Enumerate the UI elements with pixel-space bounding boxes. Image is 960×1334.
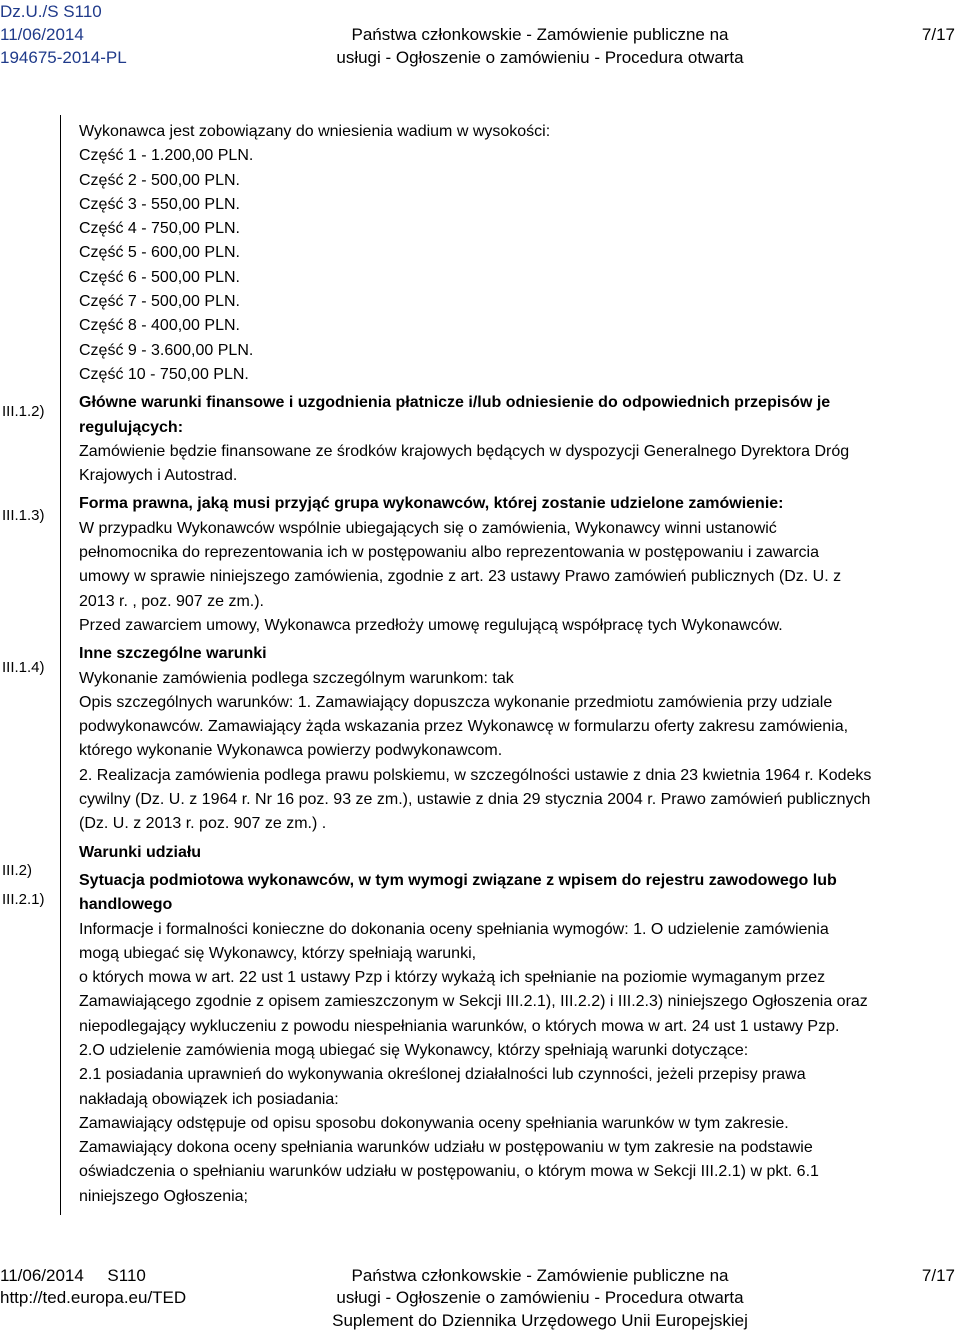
special-conditions-text: cywilny (Dz. U. z 1964 r. Nr 16 poz. 93 ze zm.), ustawie z dnia 29 stycznia 2004 r. Prawo zamówień publicznych [79,791,871,809]
personal-situation-text: niepodlegający wykluczeniu z powodu niespełniania warunków, o których mowa w art. 24 ust 1 ustawy Pzp. [79,1017,840,1035]
financial-terms-text: Zamówienie będzie finansowane ze środków krajowych będących w dyspozycji Generalnego Dyrektora Dróg [79,442,850,460]
personal-situation-text: niniejszego Ogłoszenia; [79,1187,248,1205]
wadium-list [79,144,944,387]
personal-situation-text: mogą ubiegać się Wykonawcy, którzy spełniają warunki, [79,944,477,962]
legal-form-text: Przed zawarciem umowy, Wykonawca przedłoży umowę regulującą współpracę tych Wykonawców. [79,616,783,634]
special-conditions-text: 2. Realizacja zamówienia podlega prawu polskiemu, w szczególności ustawie z dnia 23 kwietnia 1964 r. Kodeks [79,766,872,784]
notice-body [79,120,944,1209]
list-item: Część 8 - 400,00 PLN. [79,317,240,335]
personal-situation-text: Zamawiający dokona oceny spełniania warunków udziału w postępowaniu w tym zakresie na podstawie [79,1139,813,1157]
personal-situation-text: nakładają obowiązek ich posiadania: [79,1090,339,1108]
list-item: Część 3 - 550,00 PLN. [79,195,240,213]
list-item: Część 6 - 500,00 PLN. [79,268,240,286]
list-item: Część 7 - 500,00 PLN. [79,293,240,311]
personal-situation-heading: Sytuacja podmiotowa wykonawców, w tym wymogi związane z wpisem do rejestru zawodowego lub [79,871,837,889]
legal-form-text: umowy w sprawie niniejszego zamówienia, zgodnie z art. 23 ustawy Prawo zamówień publicznych (Dz. U. z [79,568,842,586]
personal-situation-text: oświadczenia o spełnianiu warunków udziału w postępowaniu, o którym mowa w Sekcji III.2.1) w pkt. 6.1 [79,1163,819,1181]
footer-title-line1: Państwa członkowskie - Zamówienie publiczne na [351,1266,729,1285]
special-conditions-text: Opis szczególnych warunków: 1. Zamawiający dopuszcza wykonanie przedmiotu zamówienia przy udziale [79,693,833,711]
notice-number: 194675-2014-PL [0,48,127,67]
list-item: Część 2 - 500,00 PLN. [79,171,240,189]
footer-page-number: 7/17 [921,1266,955,1285]
journal-ref: Dz.U./S S110 [0,2,102,21]
legal-form-text: W przypadku Wykonawców wspólnie ubiegających się o zamówienia, Wykonawcy winni ustanowić [79,519,777,537]
special-conditions-text: którego wykonanie Wykonawca powierzy podwykonawcom. [79,742,503,760]
personal-situation-text: 2.1 posiadania uprawnień do wykonywania określonej działalności lub czynności, jeżeli przepisy prawa [79,1066,806,1084]
section-label-iii-2-1: III.2.1) [2,891,45,908]
legal-form-text: 2013 r. , poz. 907 ze zm.). [79,592,264,610]
list-item: Część 5 - 600,00 PLN. [79,244,240,262]
header-title-line1: Państwa członkowskie - Zamówienie publiczne na [351,25,729,44]
section-label-iii-1-2: III.1.2) [2,403,45,420]
personal-situation-text: Informacje i formalności konieczne do dokonania oceny spełniania wymogów: 1. O udzielenie zamówienia [79,920,829,938]
financial-terms-text: Krajowych i Autostrad. [79,467,238,485]
list-item: Część 9 - 3.600,00 PLN. [79,341,254,359]
section-label-iii-1-3: III.1.3) [2,507,45,524]
personal-situation-text: Zamawiającego zgodnie z opisem zamieszczonym w Sekcji III.2.1), III.2.2) i III.2.3) niniejszego Ogłoszenia oraz [79,993,868,1011]
page-header [0,0,960,72]
footer-title-line2: usługi - Ogłoszenie o zamówieniu - Procedura otwarta [336,1288,744,1307]
header-date: 11/06/2014 [0,25,84,44]
header-page-number: 7/17 [921,25,955,44]
section-label-iii-2: III.2) [2,862,33,879]
footer-date-issue: 11/06/2014 S110 [0,1266,146,1285]
special-conditions-text: Wykonanie zamówienia podlega szczególnym warunkom: tak [79,669,514,687]
personal-situation-heading-cont: handlowego [79,896,173,914]
personal-situation-text: 2.O udzielenie zamówienia mogą ubiegać się Wykonawcy, którzy spełniają warunki dotyczące: [79,1041,749,1059]
participation-conditions-heading: Warunki udziału [79,843,202,861]
section-label-iii-1-4: III.1.4) [2,659,45,676]
personal-situation-text: o których mowa w art. 22 ust 1 ustawy Pzp i którzy wykażą ich spełnianie na poziomie wymaganym przez [79,969,826,987]
financial-terms-heading: Główne warunki finansowe i uzgodnienia płatnicze i/lub odniesienie do odpowiednich przepisów je [79,394,831,412]
special-conditions-text: podwykonawców. Zamawiający żąda wskazania przez Wykonawcę w formularzu oferty zakresu zamówienia, [79,718,849,736]
section-divider [60,115,61,1215]
special-conditions-text: (Dz. U. z 2013 r. poz. 907 ze zm.) . [79,815,327,833]
financial-terms-heading-cont: regulujących: [79,418,184,436]
footer-supplement: Suplement do Dziennika Urzędowego Unii Europejskiej [332,1311,748,1330]
wadium-intro: Wykonawca jest zobowiązany do wniesienia wadium w wysokości: [79,123,551,140]
personal-situation-text: Zamawiający odstępuje od opisu sposobu dokonywania oceny spełniania warunków w tym zakresie. [79,1114,789,1132]
legal-form-text: pełnomocnika do reprezentowania ich w postępowaniu albo reprezentowania w postępowaniu i zawarcia [79,544,819,562]
header-title-line2: usługi - Ogłoszenie o zamówieniu - Procedura otwarta [336,48,744,67]
list-item: Część 4 - 750,00 PLN. [79,220,240,238]
legal-form-heading: Forma prawna, jaką musi przyjąć grupa wykonawców, której zostanie udzielone zamówienie: [79,495,784,513]
list-item: Część 10 - 750,00 PLN. [79,365,249,383]
special-conditions-heading: Inne szczególne warunki [79,645,267,663]
footer-url-link[interactable]: http://ted.europa.eu/TED [0,1288,187,1307]
list-item: Część 1 - 1.200,00 PLN. [79,147,254,165]
